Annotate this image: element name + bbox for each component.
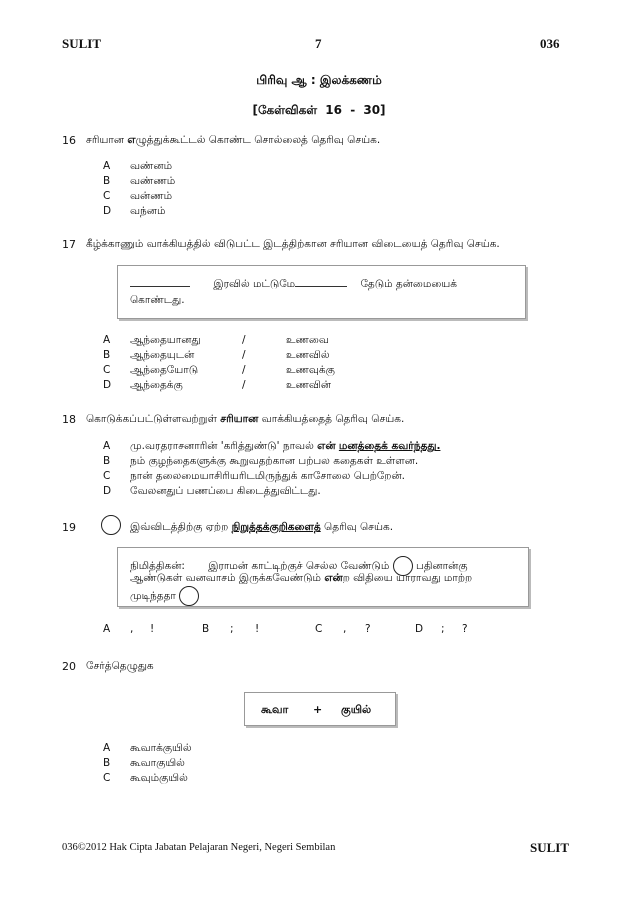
q19-passage-l2a: ஆண்டுகள் வனவாசம் இருக்கவேண்டும்	[130, 572, 325, 584]
q16-option-letter: C	[103, 190, 111, 202]
q16-question-post: ழுத்துக்கூட்டல் கொண்ட சொல்லைத் தெரிவு செய்க.	[135, 134, 381, 146]
q19-choice-p1[interactable]: ,	[343, 623, 347, 635]
q19-choice-p1[interactable]: ;	[230, 623, 234, 635]
q17-blank-1	[130, 286, 190, 287]
q19-passage-l2b: என்	[324, 572, 343, 584]
q16-number: 16	[62, 134, 76, 147]
q20-option-text[interactable]: கூவாக்குயில்	[130, 742, 192, 754]
footer-copyright: 036©2012 Hak Cipta Jabatan Pelajaran Negeri, Negeri Sembilan	[62, 842, 336, 853]
q16-option-text[interactable]: வண்ணம்	[130, 175, 176, 187]
q16-option-letter: A	[103, 160, 111, 172]
q19-passage-l1c: பதினான்கு	[416, 560, 468, 572]
q17-option-letter: A	[103, 334, 111, 346]
paper-code: 036	[540, 36, 560, 51]
q17-option-letter: B	[103, 349, 111, 361]
q17-option-right[interactable]: உணவை	[286, 334, 329, 346]
q18-option-a-bold1: என்	[317, 440, 336, 452]
q19-choice-p2[interactable]: ?	[365, 623, 371, 635]
q19-choice-letter: A	[103, 623, 111, 635]
q18-option-text[interactable]: நான் தலைமையாசிரியரிடமிருந்துக் காசோலை பெற்றேன்.	[130, 470, 405, 482]
q18-option-letter: B	[103, 455, 111, 467]
q19-passage-line2	[130, 572, 472, 585]
q19-question-bold: நிறுத்தக்குறிகளைத்	[231, 521, 321, 533]
q18-question-post: வாக்கியத்தைத் தெரிவு செய்க.	[258, 413, 405, 425]
q20-option-letter: C	[103, 772, 111, 784]
q18-option-text[interactable]: வேலனதுப் பணப்பை கிடைத்துவிட்டது.	[130, 485, 321, 497]
q19-passage-l1b: இராமன் காட்டிற்குச் செல்ல வேண்டும்	[208, 560, 390, 572]
q19-choice-p1[interactable]: ;	[441, 623, 445, 635]
q16-option-letter: B	[103, 175, 111, 187]
q17-number: 17	[62, 238, 76, 251]
q20-question: சேர்த்தெழுதுக	[86, 660, 154, 672]
q17-option-sep: /	[242, 349, 246, 361]
q19-choice-p2[interactable]: !	[150, 623, 155, 635]
q16-option-text[interactable]: வன்ணம்	[130, 190, 173, 202]
q20-word2: குயில்	[341, 703, 372, 716]
q17-sentence-line1	[130, 278, 457, 291]
q19-passage-box	[117, 547, 529, 607]
q19-passage-l2c: ற விதியை யாராவது மாற்ற	[342, 572, 473, 584]
page-number: 7	[315, 36, 322, 51]
q19-choice-letter: D	[415, 623, 424, 635]
q18-option-a-bold2: மனத்தைக் கவர்ந்தது.	[338, 440, 441, 452]
section-title: பிரிவு ஆ : இலக்கணம்	[256, 73, 382, 87]
q18-option-letter: D	[103, 485, 112, 497]
q17-blank-2	[295, 286, 347, 287]
q16-option-letter: D	[103, 205, 112, 217]
q17-sentence-box	[117, 265, 526, 319]
q19-passage-l3: முடிந்ததா	[130, 590, 176, 602]
footer-sulit: SULIT	[530, 840, 570, 855]
q19-question-post: தெரிவு செய்க.	[320, 521, 394, 533]
q17-option-letter: D	[103, 379, 112, 391]
q18-option-a-pre: மு.வரதராசனாரின் 'கரித்துண்டு' நாவல்	[130, 440, 318, 452]
q18-option-text[interactable]: நம் குழந்தைகளுக்கு கூறுவதற்கான பற்பல கதைகள் உள்ளன.	[130, 455, 419, 467]
q19-choice-letter: B	[202, 623, 210, 635]
header-sulit: SULIT	[62, 36, 102, 51]
q19-blank-circle-icon	[101, 515, 121, 535]
q16-option-text[interactable]: வண்னம்	[130, 160, 173, 172]
q17-sentence-part1: இரவில் மட்டுமே	[213, 278, 296, 290]
q20-number: 20	[62, 660, 76, 673]
q16-question-pre: சரியான	[86, 134, 128, 146]
q19-choice-p1[interactable]: ,	[130, 623, 134, 635]
q20-option-text[interactable]: கூவும்குயில்	[130, 772, 188, 784]
q16-option-text[interactable]: வந்னம்	[130, 205, 166, 217]
q16-question-bold: எ	[127, 134, 136, 146]
q17-question: கீழ்க்காணும் வாக்கியத்தில் விடுபட்ட இடத்திற்கான சரியான விடையைத் தெரிவு செய்க.	[86, 238, 500, 250]
q18-question-pre: கொடுக்கப்பட்டுள்ளவற்றுள்	[86, 413, 221, 425]
q17-option-sep: /	[242, 379, 246, 391]
q20-option-letter: B	[103, 757, 111, 769]
q18-option-letter-a: A	[103, 440, 111, 452]
q17-sentence-line2: கொண்டது.	[130, 294, 185, 306]
q20-word1: கூவா	[261, 703, 289, 716]
q17-option-sep: /	[242, 334, 246, 346]
q19-number: 19	[62, 521, 76, 534]
q19-choice-p2[interactable]: ?	[462, 623, 468, 635]
q19-choice-letter: C	[315, 623, 323, 635]
q20-plus: +	[313, 703, 323, 716]
q17-option-left[interactable]: ஆந்தையோடு	[130, 364, 199, 376]
q17-option-right[interactable]: உணவில்	[286, 349, 330, 361]
section-subtitle: [கேள்விகள் 16 - 30]	[252, 103, 386, 117]
q18-question	[86, 413, 404, 426]
q16-question	[86, 134, 380, 147]
q17-sentence-part2: தேடும் தன்மையைக்	[360, 278, 457, 290]
q17-option-right[interactable]: உணவின்	[286, 379, 332, 391]
q20-option-text[interactable]: கூவாகுயில்	[130, 757, 185, 769]
q17-option-sep: /	[242, 364, 246, 376]
q19-blank-2-circle-icon[interactable]	[179, 586, 199, 606]
q17-option-right[interactable]: உணவுக்கு	[286, 364, 335, 376]
q17-option-left[interactable]: ஆந்தையானது	[130, 334, 201, 346]
q19-passage-speaker: நிமித்திகன்:	[130, 560, 185, 572]
q17-option-left[interactable]: ஆந்தையுடன்	[130, 349, 195, 361]
q20-word-box	[244, 692, 396, 726]
q19-choice-p2[interactable]: !	[255, 623, 260, 635]
q18-option-a[interactable]	[130, 440, 440, 453]
q19-passage-line3	[130, 586, 199, 606]
q19-question	[130, 521, 393, 534]
q18-option-letter: C	[103, 470, 111, 482]
q20-option-letter: A	[103, 742, 111, 754]
q18-question-bold: சரியான	[220, 413, 259, 425]
q18-number: 18	[62, 413, 76, 426]
q19-question-pre: இவ்விடத்திற்கு ஏற்ற	[130, 521, 232, 533]
q17-option-letter: C	[103, 364, 111, 376]
q17-option-left[interactable]: ஆந்தைக்கு	[130, 379, 183, 391]
